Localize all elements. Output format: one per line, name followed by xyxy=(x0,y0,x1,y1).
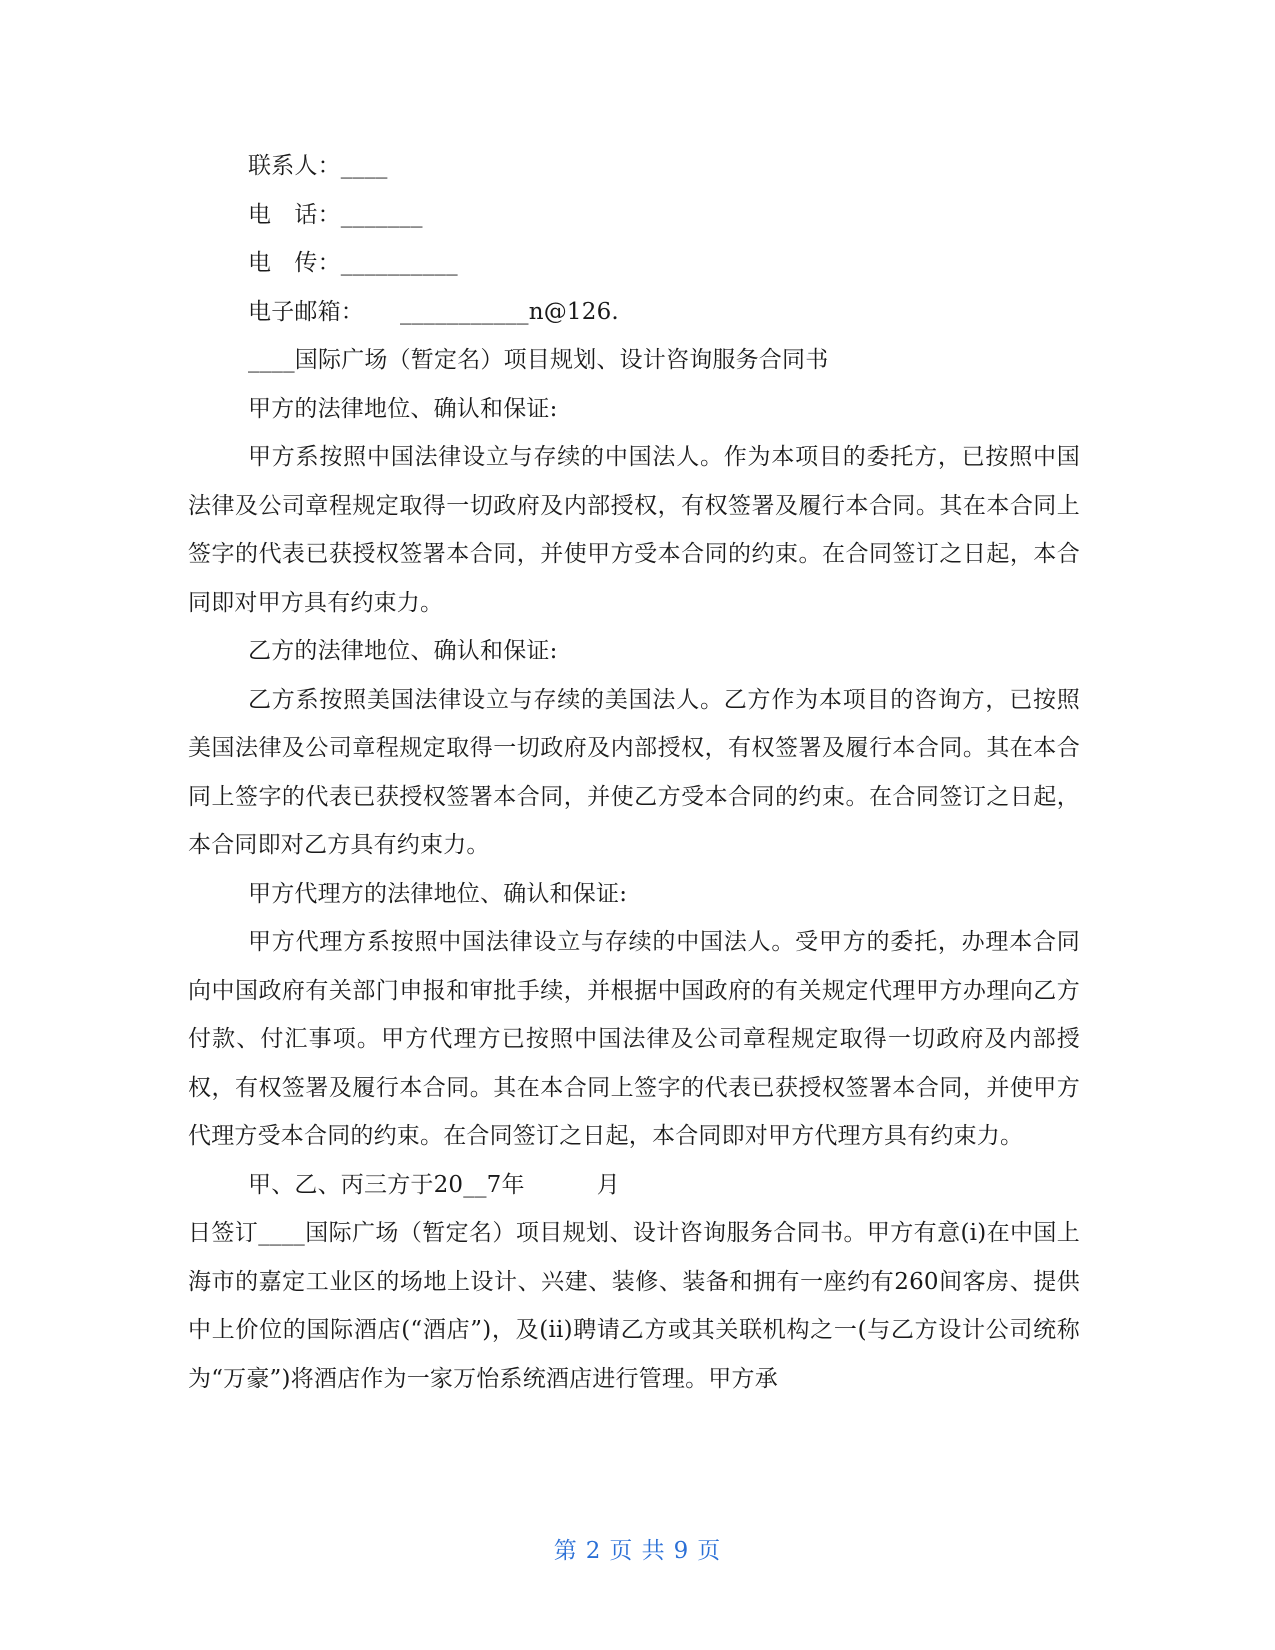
signing-body: 日签订____国际广场（暂定名）项目规划、设计咨询服务合同书。甲方有意(i)在中国上海市的嘉定工业区的场地上设计、兴建、装修、装备和拥有一座约有260间客房、提供中上价位的国际酒店(“酒店”)，及(ii)聘请乙方或其关联机构之一(与乙方设计公司统称为“万豪”)将酒店作为一家万怡系统酒店进行管理。甲方承 xyxy=(188,1220,1080,1392)
document-body xyxy=(188,142,1080,1403)
contract-title: ____国际广场（暂定名）项目规划、设计咨询服务合同书 xyxy=(248,347,829,373)
party-a-body: 甲方系按照中国法律设立与存续的中国法人。作为本项目的委托方，已按照中国法律及公司章程规定取得一切政府及内部授权，有权签署及履行本合同。其在本合同上签字的代表已获授权签署本合同，并使甲方受本合同的约束。在合同签订之日起，本合同即对甲方具有约束力。 xyxy=(188,444,1080,616)
footer-prefix: 第 xyxy=(553,1538,578,1564)
footer-total-pages: 9 xyxy=(673,1538,690,1564)
footer-suffix: 页 xyxy=(697,1538,722,1564)
contact-person: 联系人：____ xyxy=(248,153,388,179)
contact-phone: 电 话：_______ xyxy=(248,201,423,228)
party-a-heading: 甲方的法律地位、确认和保证: xyxy=(248,395,558,422)
footer-page-number: 2 xyxy=(585,1538,602,1564)
page-footer xyxy=(0,1532,1275,1565)
email-label: 电子邮箱： xyxy=(248,298,364,325)
party-b-heading: 乙方的法律地位、确认和保证: xyxy=(248,638,558,664)
signing-date-line xyxy=(188,1161,1080,1210)
party-a-agent-heading: 甲方代理方的法律地位、确认和保证: xyxy=(248,880,628,907)
footer-middle: 页 共 xyxy=(609,1538,666,1564)
email-value: ___________n@126. xyxy=(400,298,619,325)
signing-date-start: 甲、乙、丙三方于20__7年 xyxy=(248,1171,525,1198)
contact-email xyxy=(188,288,1080,337)
signing-date-month: 月 xyxy=(596,1171,620,1198)
party-a-agent-body: 甲方代理方系按照中国法律设立与存续的中国法人。受甲方的委托，办理本合同向中国政府有关部门申报和审批手续，并根据中国政府的有关规定代理甲方办理向乙方付款、付汇事项。甲方代理方已按照中国法律及公司章程规定取得一切政府及内部授权，有权签署及履行本合同。其在本合同上签字的代表已获授权签署本合同，并使甲方代理方受本合同的约束。在合同签订之日起，本合同即对甲方代理方具有约束力。 xyxy=(188,929,1080,1149)
contact-fax: 电 传：__________ xyxy=(248,250,458,276)
party-b-body: 乙方系按照美国法律设立与存续的美国法人。乙方作为本项目的咨询方，已按照美国法律及公司章程规定取得一切政府及内部授权，有权签署及履行本合同。其在本合同上签字的代表已获授权签署本合同，并使乙方受本合同的约束。在合同签订之日起，本合同即对乙方具有约束力。 xyxy=(188,686,1080,858)
